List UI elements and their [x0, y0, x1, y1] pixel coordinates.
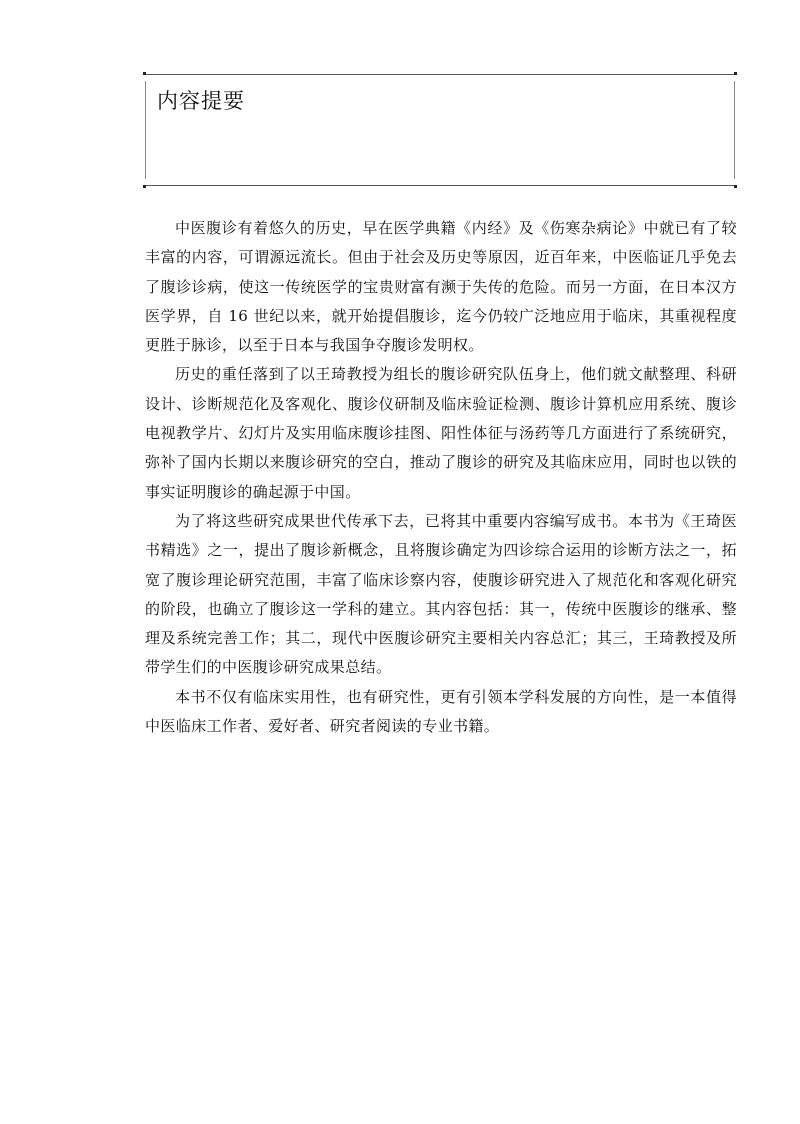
section-title: 内容提要	[157, 89, 245, 113]
paragraph-1: 中医腹诊有着悠久的历史，早在医学典籍《内经》及《伤寒杂病论》中就已有了较丰富的内容，可谓源远流长。但由于社会及历史等原因，近百年来，中医临证几乎免去了腹诊诊病，使这一传统医学的宝贵财富有濒于失传的危险。而另一方面，在日本汉方医学界，自 16 世纪以来，就开始提倡腹诊，迄今仍较广泛地应用于临床，其重视程度更胜于脉诊，以至于日本与我国争夺腹诊发明权。	[145, 219, 737, 355]
frame-corner-mark	[143, 185, 146, 188]
paragraph-2: 历史的重任落到了以王琦教授为组长的腹诊研究队伍身上，他们就文献整理、科研设计、诊断规范化及客观化、腹诊仪研制及临床验证检测、腹诊计算机应用系统、腹诊电视教学片、幻灯片及实用临床腹诊挂图、阳性体征与汤药等几方面进行了系统研究，弥补了国内长期以来腹诊研究的空白，推动了腹诊的研究及其临床应用，同时也以铁的事实证明腹诊的确起源于中国。	[145, 365, 737, 501]
summary-body	[145, 214, 737, 741]
frame-right-edge	[734, 81, 735, 179]
title-frame	[145, 74, 735, 186]
paragraph-3: 为了将这些研究成果世代传承下去，已将其中重要内容编写成书。本书为《王琦医书精选》之一，提出了腹诊新概念，且将腹诊确定为四诊综合运用的诊断方法之一，拓宽了腹诊理论研究范围，丰富了临床诊察内容，使腹诊研究进入了规范化和客观化研究的阶段，也确立了腹诊这一学科的建立。其内容包括：其一，传统中医腹诊的继承、整理及系统完善工作；其二，现代中医腹诊研究主要相关内容总汇；其三，王琦教授及所带学生们的中医腹诊研究成果总结。	[145, 511, 737, 677]
frame-corner-mark	[143, 72, 146, 75]
frame-corner-mark	[734, 185, 737, 188]
frame-left-edge	[145, 81, 146, 179]
frame-corner-mark	[734, 72, 737, 75]
paragraph-4: 本书不仅有临床实用性，也有研究性，更有引领本学科发展的方向性，是一本值得中医临床工作者、爱好者、研究者阅读的专业书籍。	[145, 687, 737, 736]
